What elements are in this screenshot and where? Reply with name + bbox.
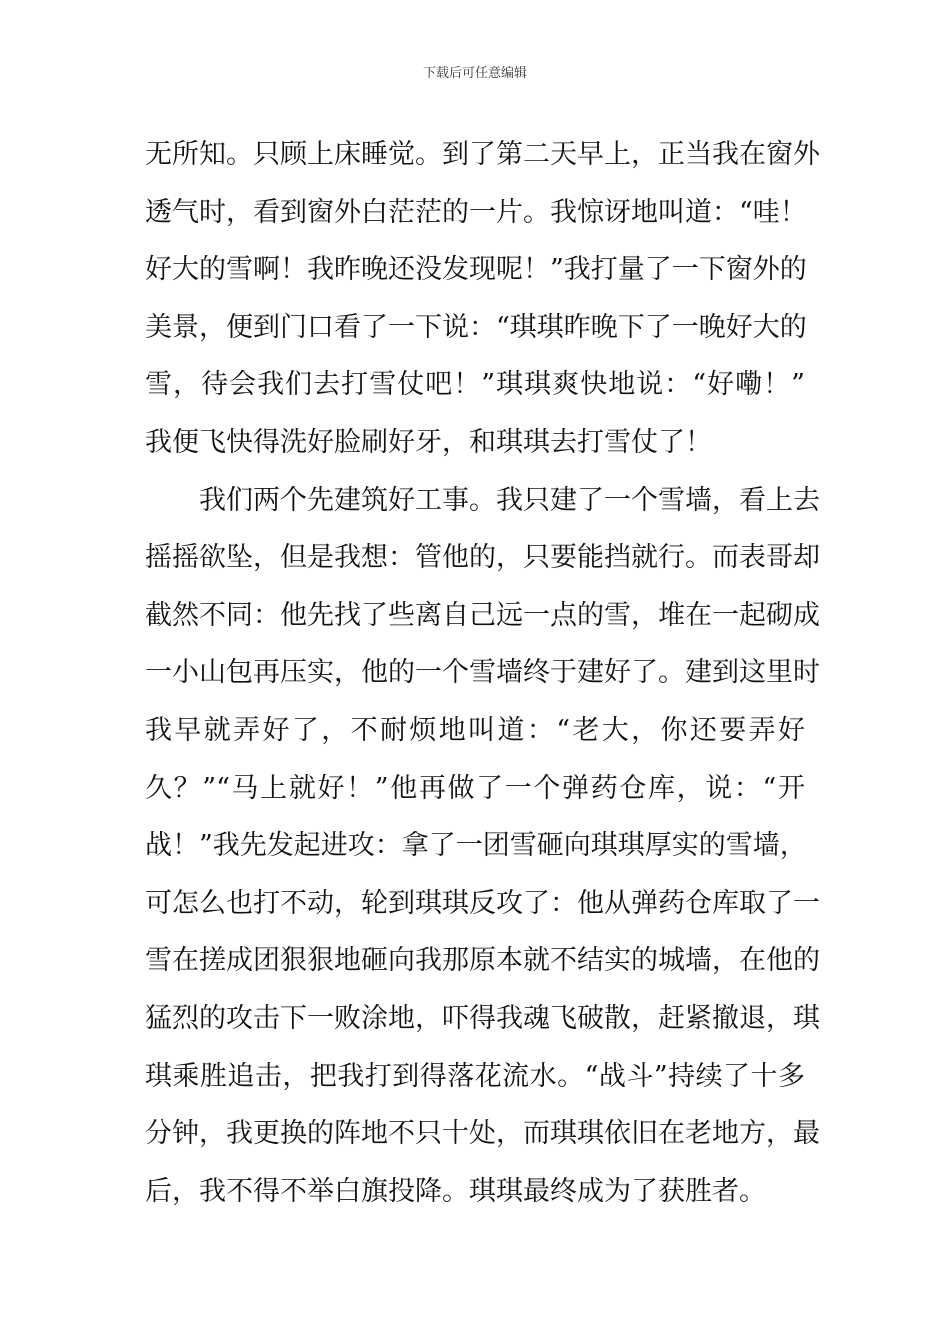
text-line: 截然不同：他先找了些离自己远一点的雪，堆在一起砌成 xyxy=(145,599,820,631)
text-line: 猛烈的攻击下一败涂地，吓得我魂飞破散，赶紧撤退，琪 xyxy=(145,1002,820,1034)
page-header: 下载后可任意编辑 xyxy=(422,66,527,81)
text-line: 雪，待会我们去打雪仗吧！”琪琪爽快地说：“好嘞！” xyxy=(145,369,805,401)
document-body xyxy=(145,126,820,1220)
text-line: 琪乘胜追击，把我打到得落花流水。“战斗”持续了十多 xyxy=(145,1060,805,1092)
text-line: 透气时，看到窗外白茫茫的一片。我惊讶地叫道：“哇！ xyxy=(145,196,807,228)
text-line: 后，我不得不举白旗投降。琪琪最终成为了获胜者。 xyxy=(145,1175,766,1207)
text-line: 分钟，我更换的阵地不只十处，而琪琪依旧在老地方，最 xyxy=(145,1118,820,1150)
text-line: 无所知。只顾上床睡觉。到了第二天早上，正当我在窗外 xyxy=(145,139,820,170)
text-line: 可怎么也打不动，轮到琪琪反攻了：他从弹药仓库取了一 xyxy=(145,887,820,919)
text-line: 战！”我先发起进攻：拿了一团雪砸向琪琪厚实的雪墙， xyxy=(145,830,807,862)
text-line: 我们两个先建筑好工事。我只建了一个雪墙，看上去 xyxy=(199,484,820,516)
text-line: 摇摇欲坠，但是我想：管他的，只要能挡就行。而表哥却 xyxy=(145,542,820,574)
text-line: 我早就弄好了，不耐烦地叫道：“老大，你还要弄好 xyxy=(145,714,805,746)
text-line: 雪在搓成团狠狠地砸向我那原本就不结实的城墙，在他的 xyxy=(145,945,820,977)
text-line: 一小山包再压实，他的一个雪墙终于建好了。建到这里时 xyxy=(145,657,820,689)
text-line: 久？”“马上就好！”他再做了一个弹药仓库，说：“开 xyxy=(145,772,805,804)
text-line: 美景，便到门口看了一下说：“琪琪昨晚下了一晚好大的 xyxy=(145,311,807,343)
text-line: 好大的雪啊！我昨晚还没发现呢！”我打量了一下窗外的 xyxy=(145,254,807,286)
text-line: 我便飞快得洗好脸刷好牙，和琪琪去打雪仗了！ xyxy=(145,426,712,458)
